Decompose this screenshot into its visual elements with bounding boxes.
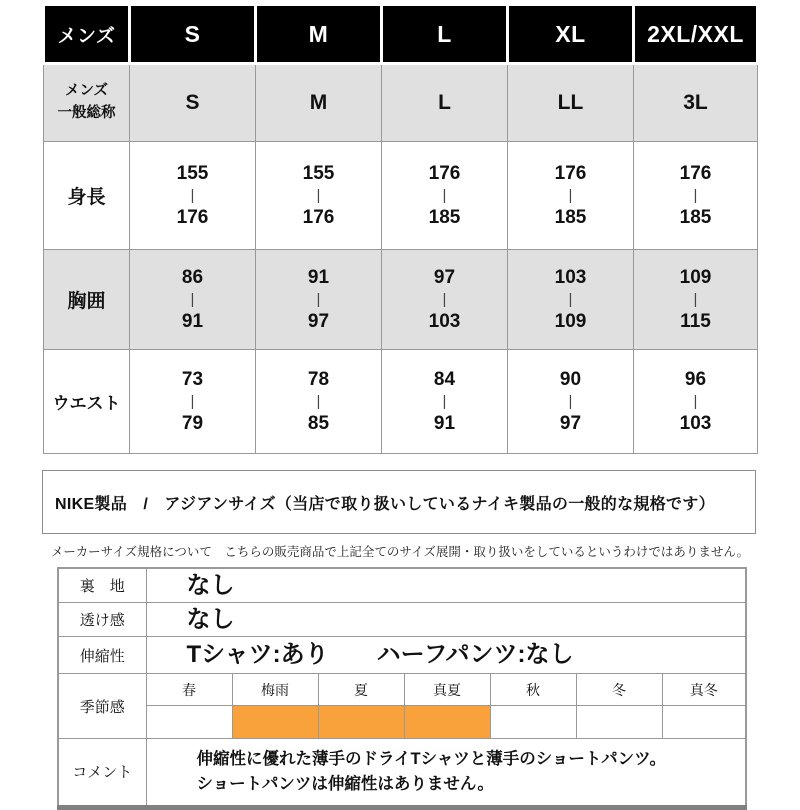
sheer-row <box>58 603 746 637</box>
waist-cell <box>256 350 382 454</box>
range-min: 90 <box>559 369 582 390</box>
range-min: 176 <box>554 163 587 184</box>
size-header-xl: XL <box>508 5 634 64</box>
season-col-midwinter: 真冬 <box>662 674 746 706</box>
season-band-cell <box>232 706 318 739</box>
range-separator: | <box>442 187 447 204</box>
range-separator: | <box>693 187 698 204</box>
height-cell <box>508 142 634 250</box>
waist-cell <box>130 350 256 454</box>
alias-cell: LL <box>508 64 634 142</box>
season-col-autumn: 秋 <box>490 674 576 706</box>
chest-row <box>44 250 758 350</box>
season-col-summer: 夏 <box>318 674 404 706</box>
waist-row-label: ウエスト <box>44 350 130 454</box>
season-band-cell <box>662 706 746 739</box>
season-band-row <box>58 706 746 739</box>
season-band-cell <box>404 706 490 739</box>
alias-cell: S <box>130 64 256 142</box>
season-band-cell <box>576 706 662 739</box>
range-separator: | <box>442 393 447 410</box>
lining-label: 裏 地 <box>58 568 146 603</box>
waist-cell <box>634 350 758 454</box>
waist-cell <box>382 350 508 454</box>
size-table-header-row <box>44 5 758 64</box>
lining-row <box>58 568 746 603</box>
chest-cell <box>508 250 634 350</box>
comment-row <box>58 739 746 808</box>
range-separator: | <box>568 291 573 308</box>
alias-row <box>44 64 758 142</box>
range-separator: | <box>316 291 321 308</box>
chest-cell <box>256 250 382 350</box>
size-header-2xl: 2XL/XXL <box>634 5 758 64</box>
range-separator: | <box>442 291 447 308</box>
stretch-row <box>58 637 746 674</box>
nike-spec-note-text: NIKE製品 / アジアンサイズ（当店で取り扱いしているナイキ製品の一般的な規格です） <box>55 495 715 513</box>
range-max: 103 <box>428 311 461 332</box>
range-separator: | <box>190 291 195 308</box>
range-separator: | <box>316 393 321 410</box>
range-max: 109 <box>554 311 587 332</box>
range-min: 78 <box>307 369 330 390</box>
chest-cell <box>130 250 256 350</box>
range-max: 176 <box>176 207 209 228</box>
range-separator: | <box>316 187 321 204</box>
alias-cell: M <box>256 64 382 142</box>
range-separator: | <box>693 291 698 308</box>
height-row-label: 身長 <box>44 142 130 250</box>
height-cell <box>634 142 758 250</box>
range-min: 84 <box>433 369 456 390</box>
range-max: 185 <box>554 207 587 228</box>
waist-cell <box>508 350 634 454</box>
range-max: 97 <box>307 311 330 332</box>
comment-line1: 伸縮性に優れた薄手のドライTシャツと薄手のショートパンツ。 <box>196 750 666 768</box>
range-min: 86 <box>181 267 204 288</box>
range-min: 96 <box>684 369 707 390</box>
height-row <box>44 142 758 250</box>
range-min: 97 <box>433 267 456 288</box>
season-band-cell <box>490 706 576 739</box>
alias-row-label <box>44 64 130 142</box>
comment-label: コメント <box>58 739 146 808</box>
sheer-value: なし <box>146 603 746 637</box>
range-min: 176 <box>428 163 461 184</box>
range-max: 176 <box>302 207 335 228</box>
waist-row <box>44 350 758 454</box>
detail-table <box>57 567 747 810</box>
range-min: 155 <box>176 163 209 184</box>
range-max: 91 <box>433 413 456 434</box>
range-max: 115 <box>680 311 711 332</box>
range-min: 73 <box>181 369 204 390</box>
range-max: 103 <box>679 413 712 434</box>
chest-cell <box>382 250 508 350</box>
range-separator: | <box>693 393 698 410</box>
sheer-label: 透け感 <box>58 603 146 637</box>
range-max: 79 <box>181 413 204 434</box>
season-col-rainy: 梅雨 <box>232 674 318 706</box>
range-min: 103 <box>554 267 587 288</box>
range-min: 176 <box>679 163 712 184</box>
alias-cell: L <box>382 64 508 142</box>
size-header-corner: メンズ <box>44 5 130 64</box>
range-max: 97 <box>559 413 582 434</box>
stretch-value: Tシャツ:あり ハーフパンツ:なし <box>146 637 746 674</box>
range-max: 185 <box>679 207 712 228</box>
season-col-midsummer: 真夏 <box>404 674 490 706</box>
comment-line2: ショートパンツは伸縮性はありません。 <box>196 774 494 793</box>
season-band-cell <box>146 706 232 739</box>
season-header-row <box>58 674 746 706</box>
height-cell <box>256 142 382 250</box>
alias-cell: 3L <box>634 64 758 142</box>
stretch-label: 伸縮性 <box>58 637 146 674</box>
range-separator: | <box>568 393 573 410</box>
season-band-cell <box>318 706 404 739</box>
size-header-l: L <box>382 5 508 64</box>
range-separator: | <box>568 187 573 204</box>
comment-value <box>146 739 746 808</box>
season-label: 季節感 <box>58 674 146 739</box>
season-col-spring: 春 <box>146 674 232 706</box>
height-cell <box>130 142 256 250</box>
size-table <box>42 3 759 454</box>
range-max: 85 <box>307 413 330 434</box>
size-header-m: M <box>256 5 382 64</box>
season-col-winter: 冬 <box>576 674 662 706</box>
range-max: 91 <box>181 311 204 332</box>
lining-value: なし <box>146 568 746 603</box>
range-separator: | <box>190 393 195 410</box>
range-min: 109 <box>679 267 712 288</box>
chest-row-label: 胸囲 <box>44 250 130 350</box>
alias-label-line2: 一般総称 <box>57 105 116 121</box>
range-min: 91 <box>307 267 330 288</box>
range-min: 155 <box>302 163 335 184</box>
alias-label-line1: メンズ <box>64 83 109 100</box>
size-header-s: S <box>130 5 256 64</box>
range-max: 185 <box>428 207 461 228</box>
height-cell <box>382 142 508 250</box>
maker-size-disclaimer: メーカーサイズ規格について こちらの販売商品で上記全てのサイズ展開・取り扱いをしているというわけではありません。 <box>50 545 750 559</box>
range-separator: | <box>190 187 195 204</box>
chest-cell <box>634 250 758 350</box>
nike-spec-note-box <box>42 470 756 534</box>
